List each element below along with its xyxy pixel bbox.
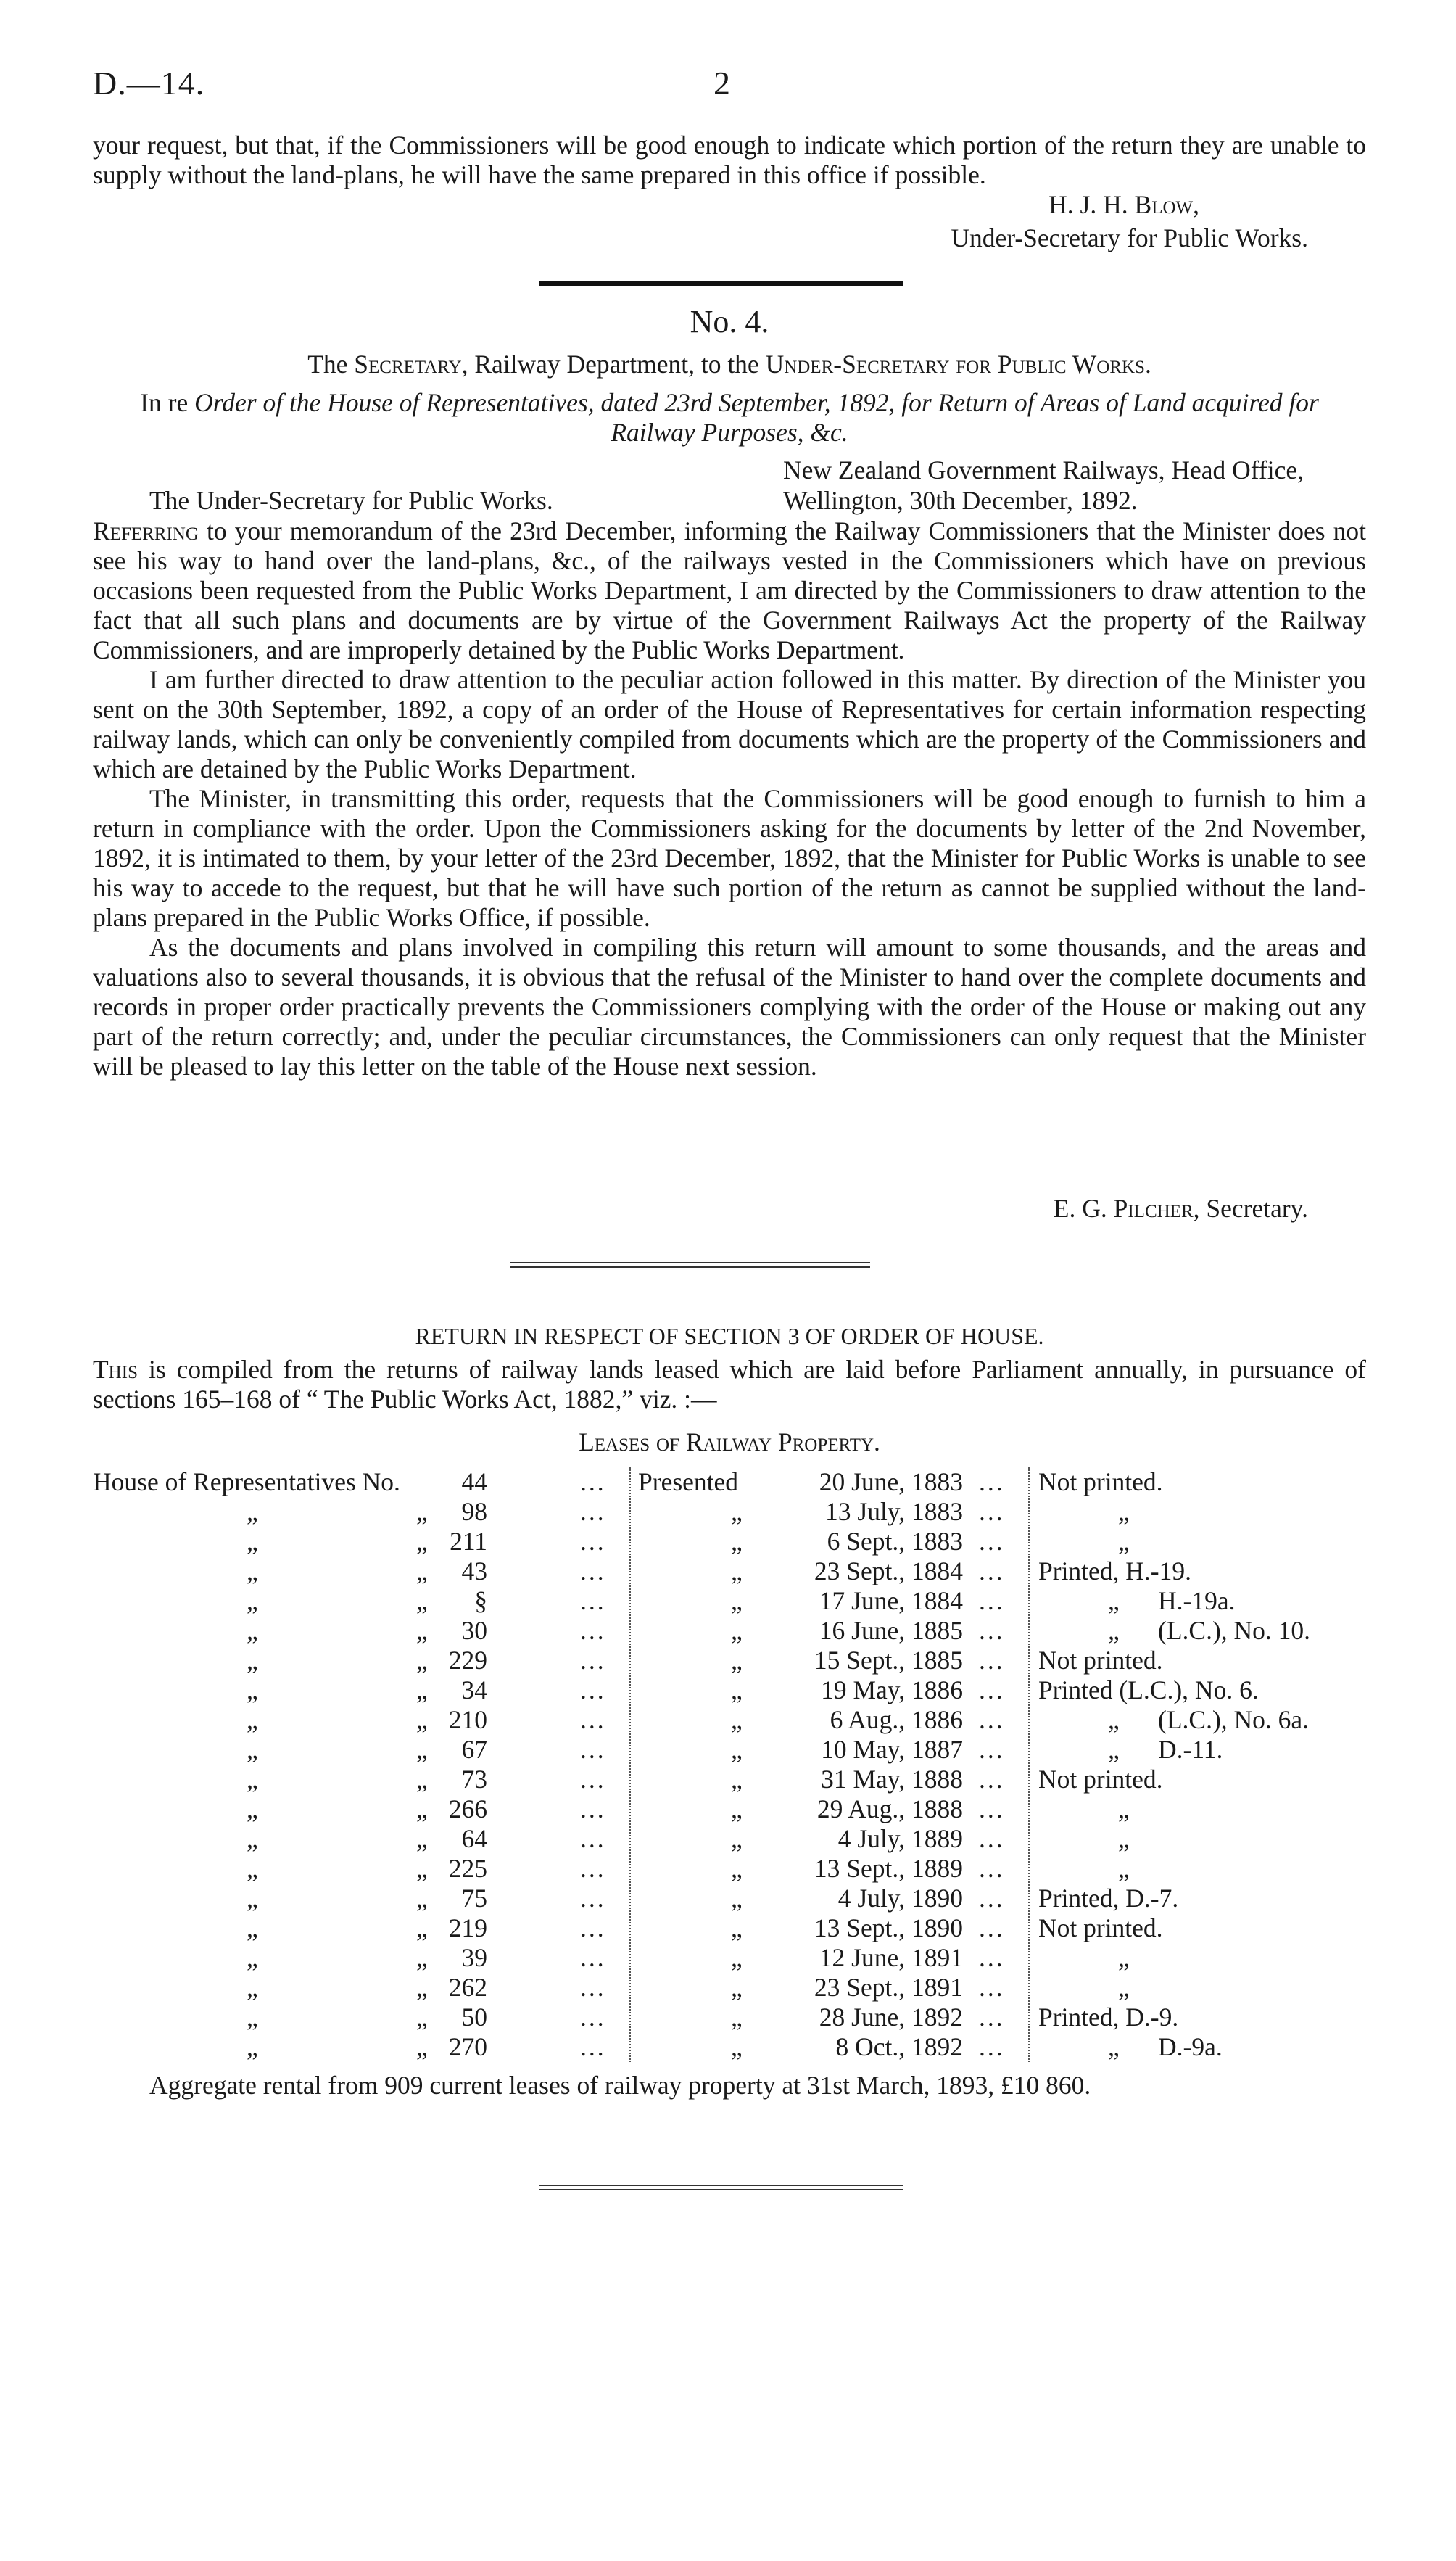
table-row xyxy=(93,1586,1366,1616)
continuation-signature: H. J. H. Blow, xyxy=(1048,190,1199,219)
presented-ditto: „ xyxy=(731,1884,743,1913)
paper-number: 270 xyxy=(448,2032,487,2061)
house-ditto: „ xyxy=(247,1913,258,1942)
house-ditto: „ xyxy=(247,1884,258,1913)
leader-dots: ... xyxy=(580,1705,606,1734)
presented-ditto: „ xyxy=(731,1765,743,1794)
print-status: „ (L.C.), No. 10. xyxy=(1108,1616,1311,1645)
leader-dots: ... xyxy=(979,1586,1005,1615)
leader-dots: ... xyxy=(580,1854,606,1883)
house-ditto: „ xyxy=(247,1973,258,2002)
aggregate-line: Aggregate rental from 909 current leases of railway property at 31st March, 1893, £10 860. xyxy=(149,2071,1091,2100)
no-ditto: „ xyxy=(416,1646,428,1675)
no-ditto: „ xyxy=(416,1556,428,1585)
paper-number: 75 xyxy=(461,1884,487,1913)
from-to-prefix: The xyxy=(307,350,355,379)
paper-number: 229 xyxy=(448,1646,487,1675)
house-ditto: „ xyxy=(247,1824,258,1853)
section-divider xyxy=(539,281,903,286)
house-ditto: „ xyxy=(247,1765,258,1794)
leader-dots: ... xyxy=(979,1973,1005,2002)
addressee: The Under-Secretary for Public Works. xyxy=(149,486,553,515)
presented-date: 6 Sept., 1883 xyxy=(827,1527,963,1556)
presented-ditto: „ xyxy=(731,1913,743,1942)
table-row xyxy=(93,1973,1366,2003)
house-ditto: „ xyxy=(247,1705,258,1734)
presented-ditto: „ xyxy=(731,1556,743,1585)
paper-number: 73 xyxy=(461,1765,487,1794)
leader-dots: ... xyxy=(979,1616,1005,1645)
letter-paragraph-3: The Minister, in transmitting this order, requests that the Commissioners will be good enough to furnish to him a return in compliance with the order. Upon the Commissioners asking for the documents by letter of the 2nd November, 1892, it is intimated to them, by your letter of the 23rd December, 1892, that the Minister for Public Works is unable to see his way to accede to the request, but that he will have such portion of the return as cannot be supplied without the land-plans prepared in the Public Works Office, if possible. xyxy=(93,784,1366,932)
print-status: Printed (L.C.), No. 6. xyxy=(1038,1675,1259,1704)
table-title-text: Leases of Railway Property. xyxy=(579,1427,880,1456)
leader-dots: ... xyxy=(979,1824,1005,1853)
table-row xyxy=(93,2003,1366,2032)
letter-signature: E. G. Pilcher xyxy=(1053,1194,1194,1223)
no-ditto: „ xyxy=(416,1854,428,1883)
presented-date: 23 Sept., 1891 xyxy=(814,1973,963,2002)
leader-dots: ... xyxy=(580,1646,606,1675)
leader-dots: ... xyxy=(580,1527,606,1556)
leader-dots: ... xyxy=(580,1884,606,1913)
print-status: „ xyxy=(1118,1854,1130,1883)
letter-from-to xyxy=(93,350,1366,379)
presented-date: 6 Aug., 1886 xyxy=(830,1705,963,1734)
presented-ditto: „ xyxy=(731,1586,743,1615)
paper-number: 98 xyxy=(461,1497,487,1526)
leases-table xyxy=(93,1467,1366,2062)
no-ditto: „ xyxy=(416,1586,428,1615)
leader-dots: ... xyxy=(580,1824,606,1853)
no-ditto: „ xyxy=(416,1913,428,1942)
paper-number: 262 xyxy=(448,1973,487,2002)
presented-date: 10 May, 1887 xyxy=(821,1735,963,1764)
section-divider-double xyxy=(510,1262,870,1268)
no-ditto: „ xyxy=(416,1824,428,1853)
table-row xyxy=(93,1854,1366,1884)
letter-heading: No. 4. xyxy=(690,304,769,339)
print-status: Printed, H.-19. xyxy=(1038,1556,1192,1585)
house-ditto: „ xyxy=(247,1943,258,1972)
presented-date: 23 Sept., 1884 xyxy=(814,1556,963,1585)
no-ditto: „ xyxy=(416,1675,428,1704)
leader-dots: ... xyxy=(580,1794,606,1823)
presented-date: 13 Sept., 1889 xyxy=(814,1854,963,1883)
house-ditto: „ xyxy=(247,1616,258,1645)
no-ditto: „ xyxy=(416,1705,428,1734)
presented-date: 15 Sept., 1885 xyxy=(814,1646,963,1675)
end-divider-double xyxy=(539,2185,903,2190)
address-date: Wellington, 30th December, 1892. xyxy=(783,486,1138,515)
table-row xyxy=(93,2032,1366,2062)
letter-signature-line xyxy=(93,1194,1366,1224)
house-ditto: „ xyxy=(247,2032,258,2061)
from-title: Secretary xyxy=(354,350,462,379)
no-ditto: „ xyxy=(416,1884,428,1913)
address-line-1: New Zealand Government Railways, Head Office, xyxy=(783,455,1304,484)
leader-dots: ... xyxy=(979,1467,1005,1496)
no-ditto: „ xyxy=(416,2003,428,2032)
print-status: „ (L.C.), No. 6a. xyxy=(1108,1705,1310,1734)
paper-number: 219 xyxy=(448,1913,487,1942)
in-re-subject: Order of the House of Representatives, dated 23rd September, 1892, for Return of Areas of Land acquired for Railway Purposes, &c. xyxy=(194,388,1319,447)
presented-date: 16 June, 1885 xyxy=(819,1616,963,1645)
no-ditto: „ xyxy=(416,1973,428,2002)
house-ditto: „ xyxy=(247,1527,258,1556)
table-row xyxy=(93,1497,1366,1527)
presented-ditto: „ xyxy=(731,1794,743,1823)
table-row xyxy=(93,1467,1366,1497)
print-status: Not printed. xyxy=(1038,1646,1163,1675)
leader-dots: ... xyxy=(979,1854,1005,1883)
presented-ditto: „ xyxy=(731,1824,743,1853)
table-row xyxy=(93,1824,1366,1854)
leader-dots: ... xyxy=(580,1913,606,1942)
table-row xyxy=(93,1765,1366,1794)
presented-ditto: „ xyxy=(731,1943,743,1972)
page-number: 2 xyxy=(713,65,730,102)
presented-ditto: „ xyxy=(731,2032,743,2061)
letter-paragraph-4: As the documents and plans involved in compiling this return will amount to some thousands, and the areas and valuations also to several thousands, it is obvious that the refusal of the Minister to hand over the complete documents and records in proper order practically prevents the Commissioners complying with the order of the House or making out any part of the return correctly; and, under the peculiar circumstances, the Commissioners can only request that the Minister will be pleased to lay this letter on the table of the House next session. xyxy=(93,933,1366,1081)
no-ditto: „ xyxy=(416,1527,428,1556)
paper-number: 266 xyxy=(448,1794,487,1823)
no-ditto: „ xyxy=(416,2032,428,2061)
paper-number: 39 xyxy=(461,1943,487,1972)
house-ditto: „ xyxy=(247,1497,258,1526)
presented-ditto: „ xyxy=(731,2003,743,2032)
presented-date: 13 Sept., 1890 xyxy=(814,1913,963,1942)
paper-number: 44 xyxy=(461,1467,487,1496)
paper-number: 30 xyxy=(461,1616,487,1645)
print-status: „ xyxy=(1118,1794,1130,1823)
no-ditto: „ xyxy=(416,1497,428,1526)
leader-dots: ... xyxy=(979,2032,1005,2061)
letter-paragraph-2: I am further directed to draw attention to the peculiar action followed in this matter. By direction of the Minister you sent on the 30th September, 1892, a copy of an order of the House of Representatives for certain information respecting railway lands, which can only be conveniently compiled from documents which are the property of the Commissioners and which are detained by the Public Works Department. xyxy=(93,665,1366,783)
no-ditto: „ xyxy=(416,1616,428,1645)
presented-date: 19 May, 1886 xyxy=(821,1675,963,1704)
paper-number: 67 xyxy=(461,1735,487,1764)
presented-ditto: „ xyxy=(731,1646,743,1675)
print-status: „ H.-19a. xyxy=(1108,1586,1236,1615)
paper-number: 34 xyxy=(461,1675,487,1704)
presented-ditto: „ xyxy=(731,1616,743,1645)
presented-label: Presented xyxy=(638,1467,739,1496)
table-title xyxy=(93,1427,1366,1457)
continuation-signature-line xyxy=(93,190,1366,220)
from-to-suffix: . xyxy=(1144,350,1151,379)
p1-lead: Referring xyxy=(93,516,199,545)
table-row xyxy=(93,1646,1366,1675)
presented-ditto: „ xyxy=(731,1675,743,1704)
leader-dots: ... xyxy=(979,1646,1005,1675)
presented-date: 4 July, 1890 xyxy=(837,1884,963,1913)
print-status: Not printed. xyxy=(1038,1913,1163,1942)
letter-signature-suffix: , Secretary. xyxy=(1193,1194,1308,1223)
table-row xyxy=(93,1705,1366,1735)
presented-ditto: „ xyxy=(731,1497,743,1526)
print-status: Not printed. xyxy=(1038,1467,1163,1496)
presented-ditto: „ xyxy=(731,1735,743,1764)
presented-date: 29 Aug., 1888 xyxy=(816,1794,963,1823)
house-ditto: „ xyxy=(247,1675,258,1704)
continuation-signature-title: Under-Secretary for Public Works. xyxy=(951,223,1308,252)
leader-dots: ... xyxy=(979,1527,1005,1556)
presented-date: 13 July, 1883 xyxy=(825,1497,963,1526)
document-reference: D.—14. xyxy=(93,65,205,102)
print-status: „ xyxy=(1118,1973,1130,2002)
letter-paragraph-1 xyxy=(93,516,1366,665)
presented-date: 4 July, 1889 xyxy=(837,1824,963,1853)
print-status: Printed, D.-7. xyxy=(1038,1884,1179,1913)
table-row xyxy=(93,1735,1366,1765)
no-ditto: „ xyxy=(416,1943,428,1972)
no-ditto: „ xyxy=(416,1735,428,1764)
leader-dots: ... xyxy=(580,1765,606,1794)
print-status: „ xyxy=(1118,1527,1130,1556)
print-status: „ xyxy=(1118,1943,1130,1972)
presented-date: 20 June, 1883 xyxy=(819,1467,963,1496)
table-row xyxy=(93,1556,1366,1586)
presented-ditto: „ xyxy=(731,1973,743,2002)
leader-dots: ... xyxy=(979,1884,1005,1913)
continuation-paragraph: your request, but that, if the Commissioners will be good enough to indicate which portion of the return they are unable to supply without the land-plans, he will have the same prepared in this office if possible. xyxy=(93,131,1366,189)
leader-dots: ... xyxy=(580,1497,606,1526)
house-ditto: „ xyxy=(247,1586,258,1615)
house-ditto: „ xyxy=(247,1854,258,1883)
house-ditto: „ xyxy=(247,1646,258,1675)
in-re-prefix: In re xyxy=(140,388,195,417)
leader-dots: ... xyxy=(979,2003,1005,2032)
house-label: House of Representatives No. xyxy=(93,1467,400,1496)
table-row xyxy=(93,1616,1366,1646)
presented-ditto: „ xyxy=(731,1705,743,1734)
leader-dots: ... xyxy=(580,1467,606,1496)
continuation-block xyxy=(93,131,1366,190)
paper-number: 43 xyxy=(461,1556,487,1585)
paper-number: § xyxy=(474,1586,487,1615)
table-row xyxy=(93,1943,1366,1973)
leader-dots: ... xyxy=(580,2003,606,2032)
from-to-mid: , Railway Department, to the xyxy=(461,350,766,379)
print-status: „ D.-11. xyxy=(1108,1735,1223,1764)
leader-dots: ... xyxy=(979,1497,1005,1526)
paper-number: 50 xyxy=(461,2003,487,2032)
no-ditto: „ xyxy=(416,1765,428,1794)
to-title: Under-Secretary for Public Works xyxy=(765,350,1145,379)
leader-dots: ... xyxy=(979,1765,1005,1794)
no-ditto: „ xyxy=(416,1794,428,1823)
paper-number: 211 xyxy=(450,1527,487,1556)
house-ditto: „ xyxy=(247,2003,258,2032)
paper-number: 225 xyxy=(448,1854,487,1883)
leader-dots: ... xyxy=(580,2032,606,2061)
presented-ditto: „ xyxy=(731,1527,743,1556)
presented-ditto: „ xyxy=(731,1854,743,1883)
table-row xyxy=(93,1527,1366,1556)
leader-dots: ... xyxy=(979,1794,1005,1823)
letter-body xyxy=(93,516,1366,1081)
table-row xyxy=(93,1884,1366,1913)
presented-date: 31 May, 1888 xyxy=(821,1765,963,1794)
paper-number: 64 xyxy=(461,1824,487,1853)
print-status: „ xyxy=(1118,1497,1130,1526)
leader-dots: ... xyxy=(979,1943,1005,1972)
table-row xyxy=(93,1913,1366,1943)
presented-date: 17 June, 1884 xyxy=(819,1586,963,1615)
presented-date: 12 June, 1891 xyxy=(819,1943,963,1972)
leader-dots: ... xyxy=(580,1675,606,1704)
leader-dots: ... xyxy=(979,1675,1005,1704)
house-ditto: „ xyxy=(247,1556,258,1585)
return-intro xyxy=(93,1355,1366,1414)
leader-dots: ... xyxy=(580,1943,606,1972)
p1-text: to your memorandum of the 23rd December, informing the Railway Commissioners that the Minister does not see his way to hand over the land-plans, &c., of the railways vested in the Commissioners which have on previous occasions been requested from the Public Works Department, I am directed by the Commissioners to draw attention to the fact that all such plans and documents are by virtue of the Government Railways Act the property of the Railway Commissioners, and are improperly detained by the Public Works Department. xyxy=(93,516,1366,664)
house-ditto: „ xyxy=(247,1794,258,1823)
leader-dots: ... xyxy=(979,1556,1005,1585)
leader-dots: ... xyxy=(580,1556,606,1585)
leader-dots: ... xyxy=(580,1616,606,1645)
table-row xyxy=(93,1675,1366,1705)
print-status: Printed, D.-9. xyxy=(1038,2003,1179,2032)
presented-date: 8 Oct., 1892 xyxy=(835,2032,963,2061)
print-status: „ xyxy=(1118,1824,1130,1853)
leader-dots: ... xyxy=(979,1913,1005,1942)
letter-subject xyxy=(93,388,1366,448)
return-heading: RETURN IN RESPECT OF SECTION 3 OF ORDER OF HOUSE. xyxy=(415,1323,1044,1349)
print-status: „ D.-9a. xyxy=(1108,2032,1223,2061)
leader-dots: ... xyxy=(580,1586,606,1615)
leader-dots: ... xyxy=(580,1973,606,2002)
print-status: Not printed. xyxy=(1038,1765,1163,1794)
paper-number: 210 xyxy=(448,1705,487,1734)
continuation-signature-title-line xyxy=(93,223,1366,253)
intro-lead: This xyxy=(93,1355,138,1384)
presented-date: 28 June, 1892 xyxy=(819,2003,963,2032)
table-row xyxy=(93,1794,1366,1824)
leader-dots: ... xyxy=(979,1735,1005,1764)
leader-dots: ... xyxy=(979,1705,1005,1734)
leader-dots: ... xyxy=(580,1735,606,1764)
house-ditto: „ xyxy=(247,1735,258,1764)
intro-text: is compiled from the returns of railway lands leased which are laid before Parliament annually, in pursuance of sections 165–168 of “ The Public Works Act, 1882,” viz. :— xyxy=(93,1355,1366,1414)
